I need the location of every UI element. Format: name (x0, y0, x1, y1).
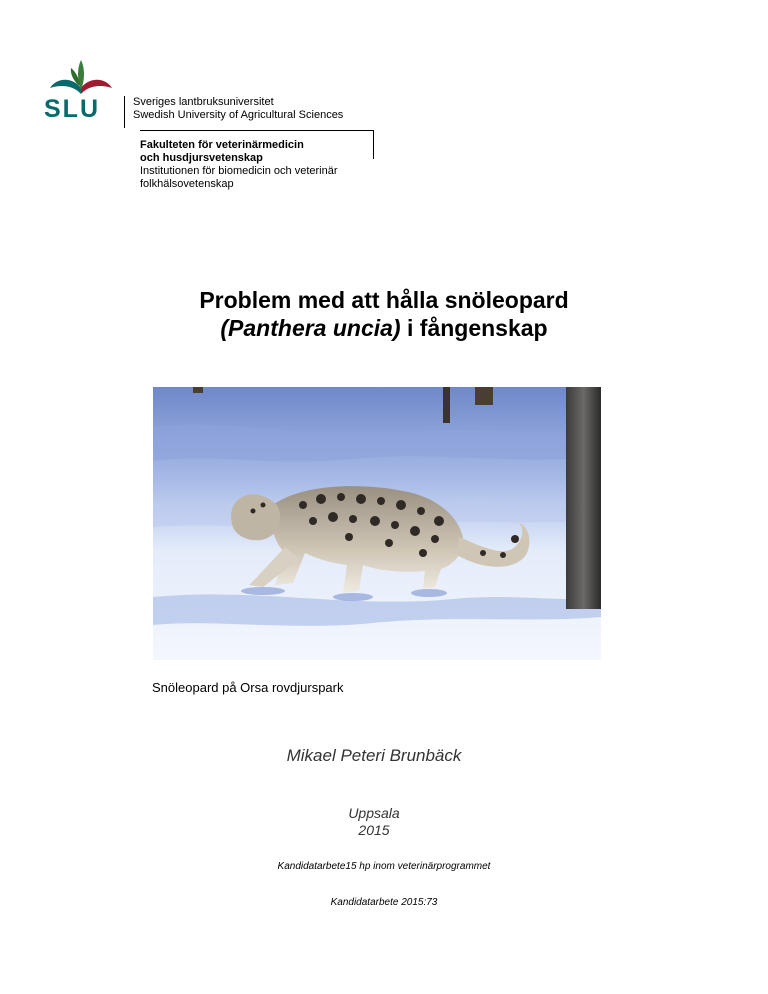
series-number: Kandidatarbete 2015:73 (330, 897, 438, 908)
species-name: (Panthera uncia) (220, 315, 401, 341)
faculty-block (140, 139, 338, 191)
faculty-line-2: och husdjursvetenskap (140, 152, 263, 164)
faculty-line-1: Fakulteten för veterinärmedicin (140, 139, 304, 151)
city: Uppsala (348, 805, 400, 821)
snow-leopard-photo (153, 387, 601, 660)
department-line-2: folkhälsovetenskap (140, 178, 234, 190)
university-name-sv: Sveriges lantbruksuniversitet (133, 96, 274, 108)
title-line-1: Problem med att hålla snöleopard (199, 287, 569, 313)
page-title (0, 286, 768, 342)
university-name-en: Swedish University of Agricultural Sciences (133, 109, 344, 121)
department-line-1: Institutionen för biomedicin och veterinär (140, 165, 338, 177)
slu-leaf-icon (44, 58, 118, 98)
year: 2015 (358, 822, 390, 838)
university-name (124, 96, 343, 128)
logo-text: SLU (44, 95, 100, 123)
title-line-2-rest: i fångenskap (400, 315, 548, 341)
thesis-info: Kandidatarbete15 hp inom veterinärprogrammet (277, 861, 491, 872)
author-name: Mikael Peteri Brunbäck (286, 746, 462, 765)
place-and-year (0, 805, 748, 839)
title-line-2 (0, 314, 768, 342)
photo-caption: Snöleopard på Orsa rovdjurspark (152, 680, 344, 695)
